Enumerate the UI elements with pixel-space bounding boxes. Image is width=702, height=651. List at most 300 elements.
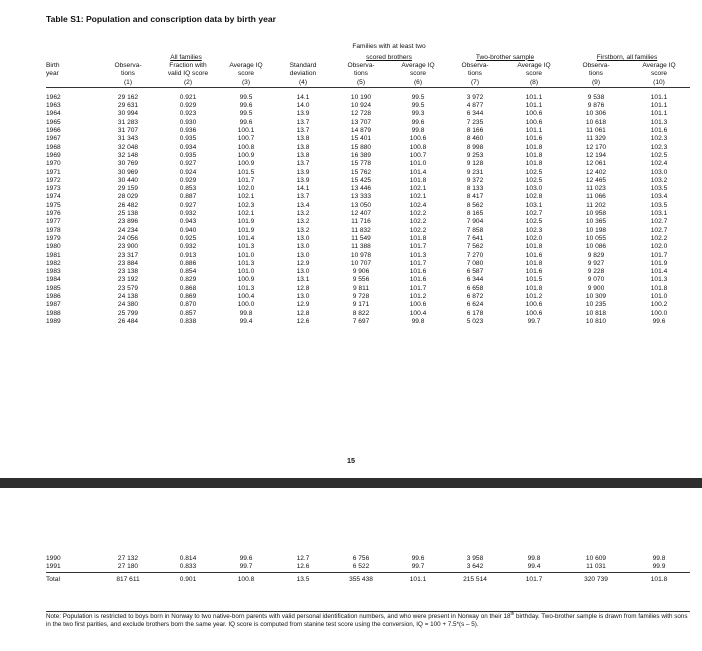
column-header: score: [525, 70, 543, 78]
table-cell: 6 587: [466, 268, 484, 276]
table-cell: 101.7: [409, 259, 427, 267]
table-cell: 10 198: [585, 226, 607, 234]
table-row: [46, 160, 690, 168]
birth-year-cell: 1975: [46, 201, 61, 209]
table-cell: 101.4: [237, 234, 255, 242]
table-cell: 3 972: [466, 93, 484, 101]
column-header: Average IQ: [401, 62, 435, 69]
table-row: [46, 218, 690, 226]
table-cell: 32 048: [117, 143, 139, 151]
table-row: [46, 152, 690, 160]
table-cell: 102.7: [650, 226, 668, 234]
note-superscript: th: [510, 610, 515, 616]
table-cell: 11 388: [351, 243, 371, 251]
table-cell: 10 086: [585, 243, 607, 251]
table-cell: 7 235: [466, 118, 484, 126]
table-cell: 25 799: [117, 309, 139, 317]
table-cell: 13.9: [296, 110, 310, 118]
column-header: score: [650, 70, 668, 78]
page-break: [0, 478, 702, 488]
table-cell: 13.8: [296, 135, 310, 143]
birth-year-cell: 1989: [46, 317, 61, 325]
table-cell: 100.8: [237, 143, 255, 151]
birth-year-cell: 1978: [46, 226, 61, 234]
table-cell: 0.929: [179, 102, 197, 110]
table-cell: 0.923: [179, 110, 197, 118]
table-cell: 13.0: [296, 268, 310, 276]
table-cell: 13.0: [296, 293, 310, 301]
table-cell: 11 832: [351, 226, 371, 234]
table-cell: 102.2: [650, 234, 668, 242]
column-header: Standard: [289, 62, 317, 69]
table-cell: 13.8: [296, 143, 310, 151]
table-cell: 100.0: [237, 301, 255, 309]
table-cell: 3 958: [466, 555, 484, 562]
table-cell: 101.1: [525, 93, 543, 101]
table-cell: 24 056: [117, 234, 139, 242]
table-cell: 99.4: [239, 317, 253, 325]
table-row: [46, 119, 690, 127]
table-cell: 3 642: [466, 563, 484, 571]
table-cell: 101.8: [409, 176, 427, 184]
table-cell: 101.3: [650, 118, 668, 126]
table-cell: 10 190: [350, 93, 372, 101]
table-cell: 9 900: [587, 284, 605, 292]
table-cell: 100.6: [525, 118, 543, 126]
table-cell: 13.2: [296, 218, 310, 226]
table-cell: 0.924: [179, 168, 197, 176]
table-row: [46, 185, 690, 193]
column-header: Average IQ: [517, 62, 551, 69]
total-label: Total: [46, 572, 98, 586]
table-row: [46, 110, 690, 118]
table-cell: 12.6: [296, 563, 310, 571]
table-cell: 102.4: [409, 201, 427, 209]
table-cell: 9 253: [466, 151, 484, 159]
table-cell: 101.1: [525, 127, 543, 135]
table-cell: 12 465: [585, 176, 607, 184]
table-cell: 100.1: [237, 127, 255, 135]
table-cell: 13.7: [296, 160, 310, 168]
column-header: (7): [446, 79, 504, 88]
table-cell: 11 061: [586, 127, 606, 135]
table-cell: 99.6: [411, 118, 425, 126]
table-cell: 9 372: [466, 176, 484, 184]
table-cell: 24 234: [117, 226, 139, 234]
group-header-families-line2: scored brothers: [366, 53, 412, 61]
table-cell: 12 402: [585, 168, 607, 176]
table-cell: 31 283: [117, 118, 139, 126]
table-row: [46, 127, 690, 135]
birth-year-cell: 1985: [46, 284, 61, 292]
table-cell: 8 460: [466, 135, 484, 143]
table-cell: 101.8: [525, 284, 543, 292]
table-row: [46, 227, 690, 235]
table-cell: 8 822: [352, 309, 370, 317]
table-note: [46, 611, 690, 630]
table-cell: 101.8: [409, 234, 427, 242]
table-cell: 7 858: [466, 226, 484, 234]
table-cell: 12 407: [350, 210, 372, 218]
table-cell: 6 522: [352, 563, 370, 571]
table-row: [46, 293, 690, 301]
table-cell: 99.7: [411, 563, 425, 571]
table-cell: 99.5: [239, 110, 253, 118]
total-cell: 0.901: [158, 572, 218, 586]
table-cell: 10 707: [350, 259, 372, 267]
table-cell: 0.929: [179, 176, 197, 184]
table-cell: 100.6: [525, 309, 543, 317]
table-cell: 102.8: [525, 193, 543, 201]
table-title: Table S1: Population and conscription data by birth year: [46, 14, 276, 24]
birth-year-cell: 1987: [46, 301, 61, 309]
table-cell: 12.7: [296, 555, 310, 562]
table-row: [46, 202, 690, 210]
column-header: (1): [98, 79, 158, 88]
table-cell: 13.9: [296, 176, 310, 184]
group-header-families-line1: Families with at least two: [352, 42, 426, 50]
table-cell: 6 344: [466, 276, 484, 284]
birth-year-cell: 1972: [46, 176, 61, 184]
table-cell: 4 877: [466, 102, 484, 110]
table-cell: 101.7: [409, 243, 427, 251]
table-cell: 0.829: [179, 276, 197, 284]
table-cell: 101.8: [650, 284, 668, 292]
column-header: tions: [121, 70, 135, 78]
table-cell: 7 270: [466, 251, 484, 259]
table-cell: 101.4: [650, 268, 668, 276]
table-cell: 9 070: [587, 276, 605, 284]
table-cell: 12.9: [296, 301, 310, 309]
table-cell: 11 549: [351, 234, 371, 242]
table-cell: 99.8: [411, 127, 425, 135]
table-cell: 101.8: [525, 143, 543, 151]
table-row: [46, 102, 690, 110]
table-row: [46, 301, 690, 309]
table-cell: 13.0: [296, 234, 310, 242]
table-cell: 8 165: [466, 210, 484, 218]
birth-year-cell: 1988: [46, 309, 61, 317]
table-cell: 102.2: [409, 226, 427, 234]
table-cell: 102.0: [650, 243, 668, 251]
table-cell: 13.7: [296, 118, 310, 126]
table-cell: 101.7: [237, 176, 255, 184]
header-row-1: [46, 62, 690, 70]
table-cell: 14.0: [296, 102, 310, 110]
birth-year-cell: 1977: [46, 218, 61, 226]
table-cell: 101.1: [650, 110, 668, 118]
table-cell: 23 900: [117, 243, 139, 251]
birth-year-cell: 1976: [46, 210, 61, 218]
table-cell: 9 128: [466, 160, 484, 168]
total-cell: 355 438: [332, 572, 390, 586]
birth-year-cell: 1970: [46, 160, 61, 168]
table-cell: 10 609: [585, 555, 607, 562]
table-cell: 15 425: [350, 176, 372, 184]
table-cell: 102.3: [650, 143, 668, 151]
table-cell: 9 728: [352, 293, 370, 301]
table-cell: 9 811: [352, 284, 369, 292]
group-header-firstborn: Firstborn, all families: [596, 53, 658, 61]
table-cell: 15 401: [350, 135, 372, 143]
table-cell: 27 132: [117, 555, 139, 562]
table-cell: 0.932: [179, 243, 197, 251]
table-row: [46, 268, 690, 276]
column-header: tions: [468, 70, 482, 78]
table-cell: 13.0: [296, 243, 310, 251]
birth-year-cell: 1979: [46, 234, 61, 242]
table-cell: 102.3: [650, 135, 668, 143]
table-cell: 7 080: [466, 259, 484, 267]
table-cell: 10 958: [585, 210, 607, 218]
table-cell: 102.0: [525, 234, 543, 242]
table-cell: 5 023: [466, 317, 484, 325]
table-cell: 10 055: [585, 234, 607, 242]
table-row: [46, 310, 690, 318]
table-cell: 102.2: [409, 218, 427, 226]
birth-year-cell: 1981: [46, 251, 61, 259]
table-cell: 0.925: [179, 234, 197, 242]
column-header: tions: [354, 70, 368, 78]
table-cell: 25 138: [117, 210, 139, 218]
table-cell: 102.1: [237, 210, 255, 218]
table-cell: 99.5: [411, 93, 425, 101]
table-cell: 13.0: [296, 251, 310, 259]
table-cell: 102.5: [525, 176, 543, 184]
table-cell: 32 148: [117, 151, 139, 159]
table-cell: 9 829: [587, 251, 605, 259]
table-row: [46, 135, 690, 143]
table-cell: 0.943: [179, 218, 197, 226]
table-cell: 0.854: [179, 268, 197, 276]
column-header: score: [409, 70, 427, 78]
column-header: (3): [218, 79, 274, 88]
table-cell: 102.2: [409, 210, 427, 218]
table-cell: 7 904: [466, 218, 484, 226]
table-cell: 0.870: [179, 301, 197, 309]
table-cell: 101.9: [237, 218, 255, 226]
table-cell: 31 707: [117, 127, 139, 135]
table-cell: 9 231: [466, 168, 484, 176]
table-cell: 100.6: [525, 301, 543, 309]
birth-year-cell: 1984: [46, 276, 61, 284]
table-cell: 99.6: [239, 102, 253, 110]
total-cell: 13.5: [274, 572, 332, 586]
column-header: (5): [332, 79, 390, 88]
table-cell: 26 482: [117, 201, 139, 209]
table-body-page1: [46, 87, 690, 326]
group-header-all-families: All families: [170, 53, 202, 61]
table-cell: 13 333: [350, 193, 372, 201]
table-cell: 0.857: [179, 309, 197, 317]
table-cell: 99.7: [527, 317, 541, 325]
table-cell: 101.9: [237, 226, 255, 234]
table-cell: 102.3: [237, 201, 255, 209]
table-cell: 13.9: [296, 168, 310, 176]
table-row: [46, 318, 690, 326]
table-cell: 13.4: [296, 201, 310, 209]
birth-year-cell: 1991: [46, 563, 61, 571]
table-cell: 9 228: [587, 268, 605, 276]
table-cell: 0.934: [179, 143, 197, 151]
table-cell: 6 756: [352, 555, 370, 562]
table-row: [46, 144, 690, 152]
table-cell: 10 924: [350, 102, 372, 110]
table-cell: 6 178: [466, 309, 484, 317]
table-cell: 103.1: [525, 201, 543, 209]
table-cell: 101.3: [650, 276, 668, 284]
table-cell: 99.8: [239, 309, 253, 317]
column-header: (4): [274, 79, 332, 88]
table-cell: 9 171: [352, 301, 370, 309]
table-cell: 101.9: [650, 259, 668, 267]
table-row: [46, 276, 690, 284]
table-cell: 99.5: [411, 102, 425, 110]
table-cell: 101.7: [409, 284, 427, 292]
table-cell: 101.3: [237, 243, 255, 251]
table-cell: 101.4: [409, 168, 427, 176]
table-cell: 12.8: [296, 284, 310, 292]
column-header: Observa-: [114, 62, 142, 69]
note-text-1: Note: Population is restricted to boys born in Norway to two native-born parents with valid personal identification numbers, and who were present in Norway on their 18: [46, 613, 511, 620]
column-header: Fraction with: [169, 62, 207, 69]
table-cell: 10 810: [585, 317, 607, 325]
column-header: Average IQ: [642, 62, 676, 69]
table-cell: 103.1: [650, 210, 668, 218]
table-cell: 29 631: [117, 102, 139, 110]
column-header: Birth: [46, 62, 60, 69]
table-cell: 101.6: [525, 268, 543, 276]
table-cell: 15 880: [350, 143, 372, 151]
column-header: (10): [628, 79, 690, 88]
total-cell: 320 739: [564, 572, 628, 586]
total-cell: 101.7: [504, 572, 564, 586]
table-cell: 99.6: [652, 317, 666, 325]
header-row-2: [46, 70, 690, 78]
table-cell: 102.5: [650, 151, 668, 159]
table-cell: 9 538: [587, 93, 605, 101]
table-cell: 0.814: [179, 555, 197, 562]
table-cell: 23 884: [117, 259, 139, 267]
table-cell: 8 166: [466, 127, 484, 135]
table-cell: 100.9: [237, 160, 255, 168]
column-header: tions: [589, 70, 603, 78]
table-cell: 99.6: [239, 118, 253, 126]
column-header: (6): [390, 79, 446, 88]
table-cell: 30 994: [117, 110, 139, 118]
table-row: [46, 285, 690, 293]
birth-year-cell: 1986: [46, 293, 61, 301]
table-cell: 12 728: [350, 110, 372, 118]
table-cell: 102.1: [409, 185, 427, 193]
table-cell: 103.0: [650, 168, 668, 176]
table-cell: 6 624: [466, 301, 484, 309]
table-cell: 0.868: [179, 284, 197, 292]
total-cell: 100.8: [218, 572, 274, 586]
table-cell: 30 969: [117, 168, 139, 176]
table-cell: 99.8: [527, 555, 541, 562]
table-cell: 102.3: [525, 226, 543, 234]
table-cell: 100.0: [650, 309, 668, 317]
table-cell: 14 879: [350, 127, 372, 135]
table-cell: 10 365: [585, 218, 607, 226]
birth-year-cell: 1973: [46, 185, 61, 193]
table-cell: 6 658: [466, 284, 484, 292]
table-cell: 101.2: [525, 293, 543, 301]
table-cell: 13 050: [350, 201, 372, 209]
table-cell: 16 389: [350, 151, 372, 159]
column-header: year: [46, 70, 59, 78]
table-row: [46, 243, 690, 251]
total-cell: 817 611: [98, 572, 158, 586]
table-cell: 0.940: [179, 226, 197, 234]
column-header: score: [237, 70, 255, 78]
table-cell: 13.7: [296, 127, 310, 135]
table-cell: 12 194: [585, 151, 607, 159]
table-row: [46, 260, 690, 268]
table-cell: 9 876: [587, 102, 605, 110]
table-cell: 0.927: [179, 160, 197, 168]
table-cell: 23 138: [117, 268, 139, 276]
table-cell: 8 998: [466, 143, 484, 151]
table-cell: 101.1: [650, 93, 668, 101]
table-cell: 6 872: [466, 293, 484, 301]
birth-year-cell: 1966: [46, 127, 61, 135]
column-header: valid IQ score: [167, 70, 209, 78]
table-cell: 99.4: [527, 563, 541, 571]
table-cell: 100.6: [409, 135, 427, 143]
table-cell: 8 133: [466, 185, 484, 193]
table-cell: 24 380: [117, 301, 139, 309]
table-cell: 101.5: [237, 168, 255, 176]
group-header-two-brother: Two-brother sample: [475, 53, 535, 61]
table-cell: 101.0: [237, 268, 255, 276]
table-cell: 7 562: [466, 243, 484, 251]
table-cell: 101.0: [650, 293, 668, 301]
note-text-2: birthday. Two-brother sample is drawn from families with sons in the two first parities, and exclude brothers born the same year. IQ score is computed from stanine test score using the conversion, IQ = 100 + 7.5*(s – 5).: [46, 613, 688, 629]
page-number: 15: [347, 456, 355, 465]
table-cell: 31 343: [117, 135, 139, 143]
table-cell: 28 029: [117, 193, 139, 201]
table-cell: 101.0: [237, 251, 255, 259]
table-cell: 101.6: [409, 268, 427, 276]
table-cell: 102.5: [525, 218, 543, 226]
table-cell: 12 061: [585, 160, 607, 168]
table-cell: 15 778: [350, 160, 372, 168]
header-row-3: [46, 79, 690, 88]
table-cell: 13 707: [350, 118, 372, 126]
table-cell: 0.935: [179, 135, 197, 143]
table-cell: 10 978: [350, 251, 372, 259]
table-cell: 30 440: [117, 176, 139, 184]
table-cell: 13.2: [296, 226, 310, 234]
table-cell: 100.9: [237, 276, 255, 284]
table-cell: 0.932: [179, 210, 197, 218]
table-cell: 101.6: [409, 276, 427, 284]
birth-year-cell: 1968: [46, 143, 61, 151]
birth-year-cell: 1971: [46, 168, 61, 176]
table-cell: 102.7: [525, 210, 543, 218]
table-row: [46, 210, 690, 218]
total-cell: 215 514: [446, 572, 504, 586]
table-cell: 99.7: [239, 563, 253, 571]
birth-year-cell: 1969: [46, 151, 61, 159]
table-cell: 100.4: [409, 309, 427, 317]
table-page1: [46, 40, 690, 326]
table-cell: 103.0: [525, 185, 543, 193]
table-cell: 23 192: [117, 276, 139, 284]
table-cell: 8 417: [466, 193, 484, 201]
